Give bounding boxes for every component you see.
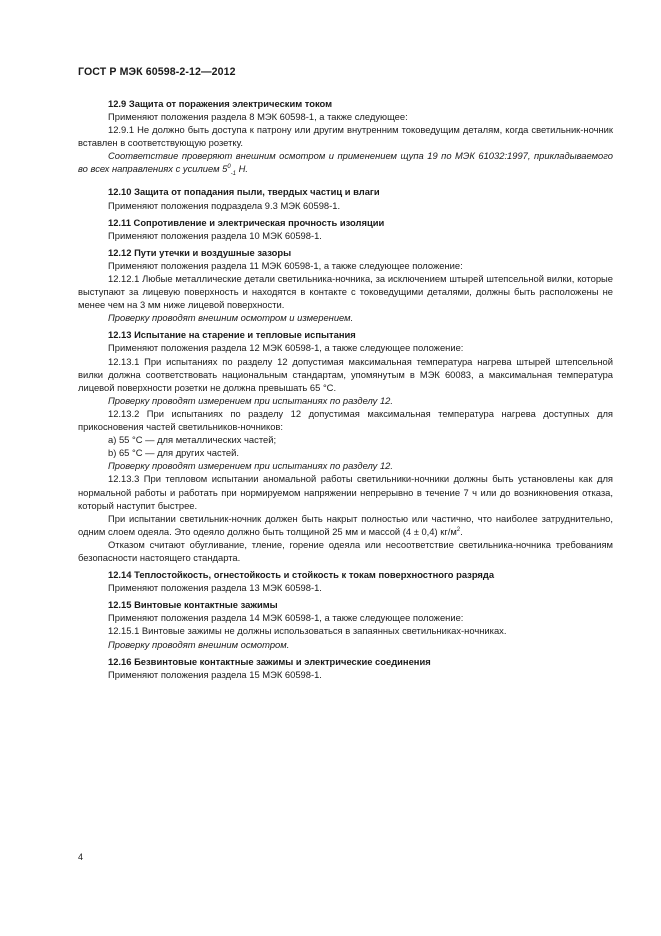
section-heading	[78, 598, 613, 611]
paragraph	[78, 259, 613, 272]
paragraph	[78, 110, 613, 123]
subscript: -1	[230, 171, 237, 178]
paragraph-text: Применяют положения раздела 8 МЭК 60598-1, а также следующее:	[108, 111, 408, 123]
paragraph	[78, 229, 613, 242]
section-heading	[78, 185, 613, 198]
paragraph-text: 12.10 Защита от попадания пыли, твердых частиц и влаги	[108, 186, 380, 198]
document-body	[78, 97, 613, 681]
page-number: 4	[78, 852, 84, 862]
paragraph	[78, 472, 613, 511]
paragraph-text: 12.16 Безвинтовые контактные зажимы и электрические соединения	[108, 655, 431, 667]
paragraph-text: Проверку проводят измерением при испытаниях по разделу 12.	[108, 394, 393, 406]
superscript: 2	[456, 526, 461, 533]
paragraph-text: a) 55 °С — для металлических частей;	[108, 434, 277, 446]
document-header: ГОСТ Р МЭК 60598-2-12—2012	[78, 66, 236, 78]
paragraph-text: 12.14 Теплостойкость, огнестойкость и стойкость к токам поверхностного разряда	[108, 569, 495, 581]
paragraph	[78, 581, 613, 594]
paragraph	[78, 611, 613, 624]
section-heading	[78, 328, 613, 341]
verification-note	[78, 459, 613, 472]
paragraph-tail: .	[460, 525, 463, 537]
superscript: 0	[227, 164, 231, 171]
section-heading	[78, 568, 613, 581]
paragraph	[78, 512, 613, 538]
paragraph	[78, 272, 613, 311]
paragraph-text: 12.9.1 Не должно быть доступа к патрону или другим внутренним токоведущим деталям, когда светильник-ночник вставлен в соответствующую розетку.	[78, 124, 613, 149]
paragraph-text: Проверку проводят внешним осмотром и измерением.	[108, 312, 354, 324]
paragraph-text: При испытании светильник-ночник должен быть накрыт полностью или частично, что наиболее затруднительно, одним слоем одеяла. Это одеяло должно быть толщиной 25 мм и массой (4 ± 0,4) кг/м	[78, 512, 613, 537]
paragraph	[78, 668, 613, 681]
section-heading	[78, 655, 613, 668]
paragraph-text: Применяют положения раздела 15 МЭК 60598-1.	[108, 668, 322, 680]
paragraph-text: b) 65 °С — для других частей.	[108, 447, 239, 459]
paragraph	[78, 433, 613, 446]
section-heading	[78, 246, 613, 259]
verification-note	[78, 149, 613, 181]
paragraph	[78, 341, 613, 354]
paragraph-text: Применяют положения раздела 10 МЭК 60598-1.	[108, 229, 322, 241]
paragraph	[78, 199, 613, 212]
paragraph-text: Применяют положения раздела 13 МЭК 60598-1.	[108, 582, 322, 594]
section-heading	[78, 216, 613, 229]
paragraph-text: 12.12 Пути утечки и воздушные зазоры	[108, 246, 292, 258]
paragraph-text: 12.13.1 При испытаниях по разделу 12 допустимая максимальная температура нагрева штырей штепсельной вилки должна соответствовать национальным стандартам, упомянутым в МЭК 60083, а максимальная температура лицевой поверхности розетки не должна превышать 65 °С.	[78, 355, 613, 393]
verification-note	[78, 394, 613, 407]
paragraph-text: 12.13 Испытание на старение и тепловые испытания	[108, 329, 356, 341]
paragraph-text: 12.15.1 Винтовые зажимы не должны использоваться в запаянных светильниках-ночниках.	[108, 625, 507, 637]
paragraph	[78, 624, 613, 637]
paragraph-text: Применяют положения раздела 12 МЭК 60598-1, а также следующее положение:	[108, 342, 464, 354]
paragraph-text: Соответствие проверяют внешним осмотром и применением щупа 19 по МЭК 61032:1997, прикладываемого во всех направлениях с усилием 5	[78, 150, 613, 175]
section-heading	[78, 97, 613, 110]
paragraph-tail: Н.	[236, 163, 248, 175]
paragraph	[78, 407, 613, 433]
verification-note	[78, 311, 613, 324]
paragraph-text: 12.13.2 При испытаниях по разделу 12 допустимая максимальная температура нагрева доступных для прикосновения частей светильников-ночников:	[78, 407, 613, 433]
paragraph	[78, 355, 613, 394]
paragraph-text: 12.13.3 При тепловом испытании аномальной работы светильники-ночники должны быть установлены как для нормальной работы и работать при нормируемом напряжении непрерывно в течение 7 ч или до возникновения отказа, который наступит быстрее.	[78, 473, 613, 511]
paragraph-text: Применяют положения раздела 11 МЭК 60598-1, а также следующее положение:	[108, 259, 463, 271]
paragraph-text: 12.11 Сопротивление и электрическая прочность изоляции	[108, 216, 385, 228]
paragraph-text: Проверку проводят внешним осмотром.	[108, 638, 290, 650]
paragraph-text: 12.12.1 Любые металлические детали светильника-ночника, за исключением штырей штепсельной вилки, которые выступают за лицевую поверхность и находятся в контакте с токоведущими деталями, должны быть расположены не менее чем на 3 мм ниже лицевой поверхности.	[78, 273, 613, 311]
paragraph	[78, 538, 613, 564]
verification-note	[78, 638, 613, 651]
paragraph-text: Отказом считают обугливание, тление, горение одеяла или несоответствие светильника-ночника требованиям безопасности настоящего стандарта.	[78, 538, 613, 563]
paragraph-text: Проверку проводят измерением при испытаниях по разделу 12.	[108, 460, 393, 472]
paragraph-text: Применяют положения раздела 14 МЭК 60598-1, а также следующее положение:	[108, 612, 464, 624]
paragraph-text: 12.9 Защита от поражения электрическим током	[108, 98, 333, 109]
paragraph-text: 12.15 Винтовые контактные зажимы	[108, 599, 278, 611]
paragraph-text: Применяют положения подраздела 9.3 МЭК 60598-1.	[108, 199, 341, 211]
paragraph	[78, 446, 613, 459]
paragraph	[78, 123, 613, 149]
